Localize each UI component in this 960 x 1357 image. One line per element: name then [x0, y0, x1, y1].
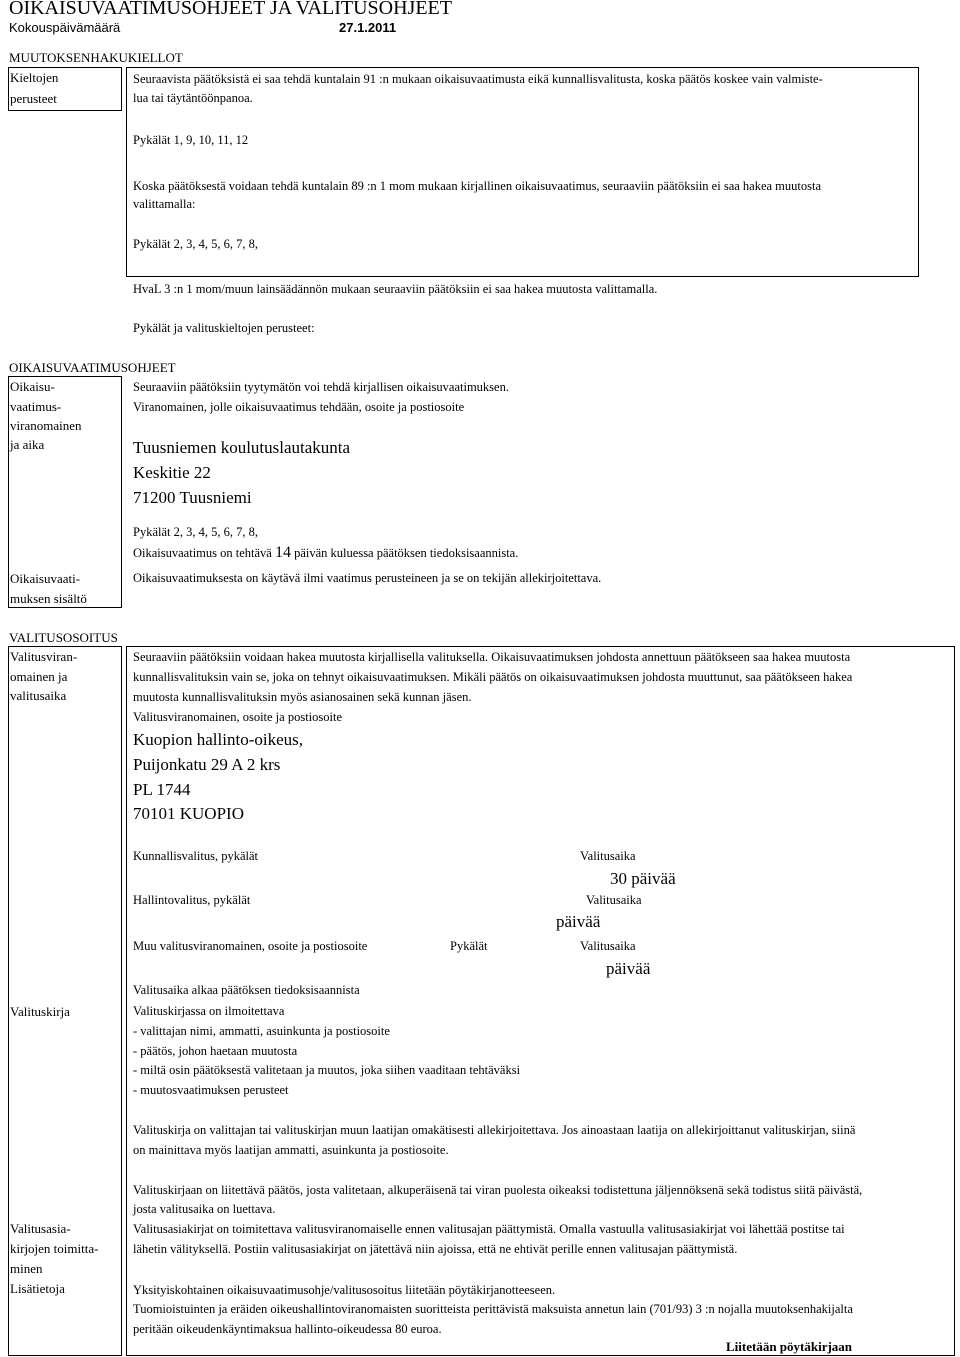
label-oikaisuvaati: Oikaisuvaati- — [10, 571, 81, 586]
liitteet-line2: josta valitusaika on luettava. — [133, 1202, 276, 1216]
muu-valitusaika-label: Valitusaika — [580, 939, 636, 953]
label-muksen-sisalto: muksen sisältö — [10, 591, 87, 606]
valitusviranomainen-label: Valitusviranomainen, osoite ja postiosoite — [133, 710, 342, 724]
deadline-prefix: Oikaisuvaatimus on tehtävä — [133, 546, 272, 560]
valituskirja-line3: - päätös, johon haetaan muutosta — [133, 1044, 298, 1058]
oikaisu-address-line1: Tuusniemen koulutuslautakunta — [133, 438, 351, 457]
allekirjoitus-line1: Valituskirja on valittajan tai valituskirjan muun laatijan omakätisesti allekirjoitettava. Jos ainoastaan laatija on allekirjoittanut valituskirjan, siinä — [133, 1123, 856, 1137]
lisatietoja-line3: peritään oikeudenkäyntimaksua hallinto-oikeudessa 80 euroa. — [133, 1322, 442, 1336]
valitus-address-line1: Kuopion hallinto-oikeus, — [133, 730, 303, 749]
valituskirja-line5: - muutosvaatimuksen perusteet — [133, 1083, 289, 1097]
label-kieltojen: Kieltojen — [10, 70, 59, 85]
kiellot-text-line2: lua tai täytäntöönpanoa. — [133, 91, 253, 105]
muu-valitusviranomainen-label: Muu valitusviranomainen, osoite ja postiosoite — [133, 939, 368, 953]
pykalat-list-1: Pykälät 1, 9, 10, 11, 12 — [133, 133, 249, 147]
allekirjoitus-line2: on mainittava myös laatijan ammatti, asuinkunta ja postiosoite. — [133, 1143, 449, 1157]
label-valitusaika: valitusaika — [10, 688, 67, 703]
section-title-muutoksenhakukiellot: MUUTOKSENHAKUKIELLOT — [9, 50, 183, 65]
date-value: 27.1.2011 — [339, 20, 397, 35]
oikaisu-deadline — [133, 543, 518, 563]
label-valitusviran: Valitusviran- — [10, 649, 78, 664]
document-title: OIKAISUVAATIMUSOHJEET JA VALITUSOHJEET — [9, 0, 452, 19]
toimitus-line1: Valitusasiakirjat on toimitettava valitusviranomaiselle ennen valitusajan päättymistä. Omalla vastuulla valitusasiakirjat voi lähettää postitse tai — [133, 1222, 845, 1236]
valituskirja-line4: - miltä osin päätöksestä valitetaan ja muutos, joka siihen vaaditaan tehtäväksi — [133, 1063, 521, 1077]
hallintovalitus-label: Hallintovalitus, pykälät — [133, 893, 251, 907]
hallintovalitus-valitusaika-label: Valitusaika — [586, 893, 642, 907]
lisatietoja-line2: Tuomioistuinten ja eräiden oikeushallintoviranomaisten suoritteista perittävistä maksuista annetun lain (701/93) 3 :n nojalla muutoksenhakijalta — [133, 1302, 853, 1316]
oikaisu-content-text: Oikaisuvaatimuksesta on käytävä ilmi vaatimus perusteineen ja se on tekijän allekirjoitettava. — [133, 571, 602, 585]
kunnallisvalitus-label: Kunnallisvalitus, pykälät — [133, 849, 258, 863]
label-ja-aika: ja aika — [10, 437, 45, 452]
oikaisu-address-line2: Keskitie 22 — [133, 463, 211, 482]
section-title-valitusosoitus: VALITUSOSOITUS — [9, 630, 118, 645]
hallintovalitus-days: päivää — [556, 912, 601, 931]
muu-pykalat-label: Pykälät — [450, 939, 488, 953]
label-minen: minen — [10, 1261, 43, 1276]
kunnallisvalitus-days: 30 päivää — [610, 869, 676, 888]
toimitus-line2: lähetin välityksellä. Postiin valitusasiakirjat on jätettävä niin ajoissa, että ne ehtivät perille ennen valitusajan päättymistä. — [133, 1242, 738, 1256]
valitus-para1-line3: muutosta kunnallisvalituksin myös asianosainen sekä kunnan jäsen. — [133, 690, 472, 704]
deadline-suffix: päivän kuluessa päätöksen tiedoksisaannista. — [294, 546, 519, 560]
kunnallisvalitus-valitusaika-label: Valitusaika — [580, 849, 636, 863]
pykalat-perusteet-text: Pykälät ja valituskieltojen perusteet: — [133, 321, 315, 335]
oikaisu-pykalat: Pykälät 2, 3, 4, 5, 6, 7, 8, — [133, 525, 258, 539]
muu-days: päivää — [606, 959, 651, 978]
label-viranomainen: viranomainen — [10, 418, 82, 433]
liitteet-line1: Valituskirjaan on liitettävä päätös, josta valitetaan, alkuperäisenä tai viran puolesta oikeaksi todistettuna jäljennöksenä sekä todistus siitä päivästä, — [133, 1183, 863, 1197]
valitus-para1-line2: kunnallisvalituksin vain se, joka on tehnyt oikaisuvaatimuksen. Mikäli päätös on oikaisuvaatimuksen johdosta muuttunut, saa päätökseen hakea — [133, 670, 853, 684]
label-oikaisu: Oikaisu- — [10, 379, 55, 394]
label-valitusasia: Valitusasia- — [10, 1221, 71, 1236]
deadline-days: 14 — [274, 544, 291, 561]
label-kirjojen-toimitta: kirjojen toimitta- — [10, 1241, 99, 1256]
oikaisu-intro: Seuraaviin päätöksiin tyytymätön voi tehdä kirjallisen oikaisuvaatimuksen. — [133, 380, 509, 394]
valitus-address-line2: Puijonkatu 29 A 2 krs — [133, 755, 281, 774]
pykalat-list-2: Pykälät 2, 3, 4, 5, 6, 7, 8, — [133, 237, 258, 251]
label-lisatietoja: Lisätietoja — [10, 1281, 65, 1296]
label-perusteet: perusteet — [10, 91, 57, 106]
label-omainen-ja: omainen ja — [10, 669, 68, 684]
valitus-para1-line1: Seuraaviin päätöksiin voidaan hakea muutosta kirjallisella valituksella. Oikaisuvaatimuksen johdosta annettuun päätökseen saa hakea muutosta — [133, 650, 851, 664]
footer-liitetaan-poytakirjaan: Liitetään pöytäkirjaan — [726, 1339, 853, 1354]
oikaisu-address-line3: 71200 Tuusniemi — [133, 488, 252, 507]
valitus-address-line3: PL 1744 — [133, 780, 191, 799]
section-title-oikaisuvaatimusohjeet: OIKAISUVAATIMUSOHJEET — [9, 360, 176, 375]
lisatietoja-line1: Yksityiskohtainen oikaisuvaatimusohje/valitusosoitus liitetään pöytäkirjanotteeseen. — [133, 1283, 556, 1297]
label-valituskirja: Valituskirja — [10, 1004, 70, 1019]
koska-text-line2: valittamalla: — [133, 197, 196, 211]
koska-text-line1: Koska päätöksestä voidaan tehdä kuntalain 89 :n 1 mom mukaan kirjallinen oikaisuvaatimus, seuraaviin päätöksiin ei saa hakea muutosta — [133, 179, 822, 193]
label-vaatimus: vaatimus- — [10, 399, 62, 414]
date-label: Kokouspäivämäärä — [9, 20, 121, 35]
valitus-address-line4: 70101 KUOPIO — [133, 804, 244, 823]
valituskirja-line1: Valituskirjassa on ilmoitettava — [133, 1004, 285, 1018]
hval-text: HvaL 3 :n 1 mom/muun lainsäädännön mukaan seuraaviin päätöksiin ei saa hakea muutosta valittamalla. — [133, 282, 658, 296]
oikaisu-viranomainen-label: Viranomainen, jolle oikaisuvaatimus tehdään, osoite ja postiosoite — [133, 400, 465, 414]
kiellot-text-line1: Seuraavista päätöksistä ei saa tehdä kuntalain 91 :n mukaan oikaisuvaatimusta eikä kunnallisvalitusta, koska päätös koskee vain valmiste- — [133, 72, 823, 86]
valituskirja-line2: - valittajan nimi, ammatti, asuinkunta ja postiosoite — [133, 1024, 390, 1038]
valitusaika-alkaa: Valitusaika alkaa päätöksen tiedoksisaannista — [133, 983, 360, 997]
